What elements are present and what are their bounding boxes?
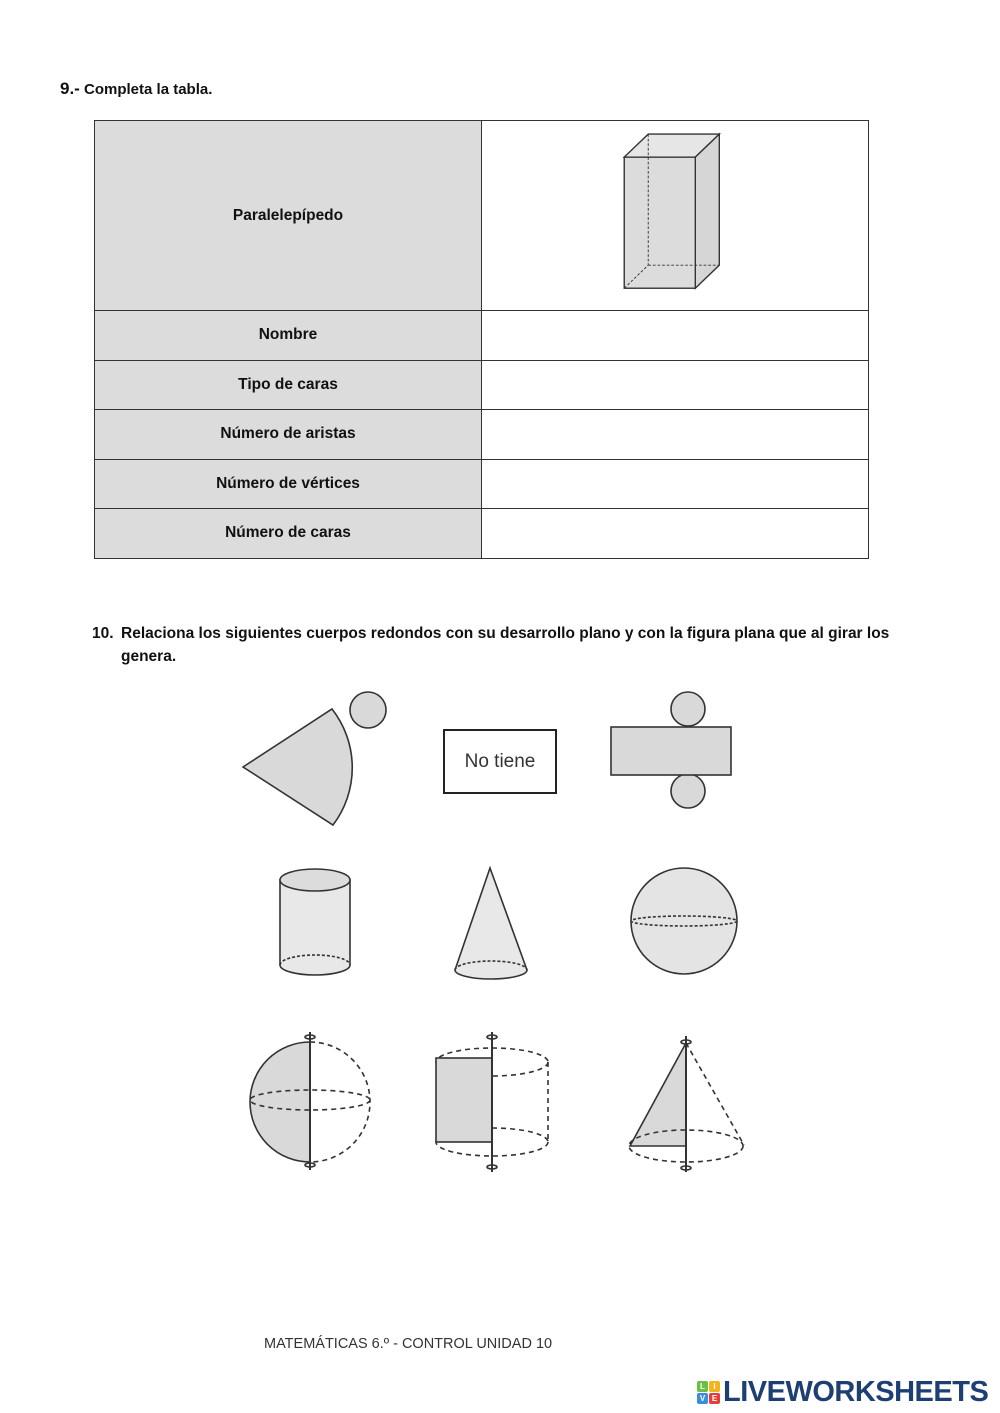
liveworksheets-logo bbox=[697, 1376, 988, 1409]
no-net-label: No tiene bbox=[464, 750, 536, 772]
triangle-rotation-icon[interactable] bbox=[629, 1036, 744, 1172]
cylinder-net-icon[interactable] bbox=[611, 692, 731, 808]
semicircle-rotation-icon[interactable] bbox=[250, 1032, 370, 1170]
row-label: Tipo de caras bbox=[95, 360, 482, 410]
row-label: Número de vértices bbox=[95, 459, 482, 509]
no-net-box[interactable] bbox=[443, 729, 557, 794]
row-label: Número de aristas bbox=[95, 410, 482, 460]
logo-letter: I bbox=[709, 1381, 720, 1392]
logo-letter: E bbox=[709, 1393, 720, 1404]
cone-icon[interactable] bbox=[455, 868, 527, 979]
logo-letter: L bbox=[697, 1381, 708, 1392]
logo-wordmark: LIVEWORKSHEETS bbox=[723, 1376, 989, 1408]
question-number: 9.- bbox=[60, 79, 80, 98]
rectangle-rotation-icon[interactable] bbox=[436, 1032, 548, 1172]
question-number: 10. bbox=[92, 625, 114, 642]
row-label: Número de caras bbox=[95, 509, 482, 559]
shape-name-cell: Paralelepípedo bbox=[95, 121, 482, 311]
row-label: Nombre bbox=[95, 311, 482, 361]
question-text: Relaciona los siguientes cuerpos redondos con su desarrollo plano y con la figura plana que al girar los genera. bbox=[121, 625, 890, 665]
question-text: Completa la tabla. bbox=[84, 81, 213, 98]
footer-text: MATEMÁTICAS 6.º - CONTROL UNIDAD 10 bbox=[264, 1336, 553, 1352]
logo-blocks-icon bbox=[697, 1381, 720, 1404]
cylinder-icon[interactable] bbox=[280, 869, 350, 975]
logo-letter: V bbox=[697, 1393, 708, 1404]
sphere-icon[interactable] bbox=[631, 868, 737, 974]
cone-net-icon[interactable] bbox=[243, 692, 386, 825]
